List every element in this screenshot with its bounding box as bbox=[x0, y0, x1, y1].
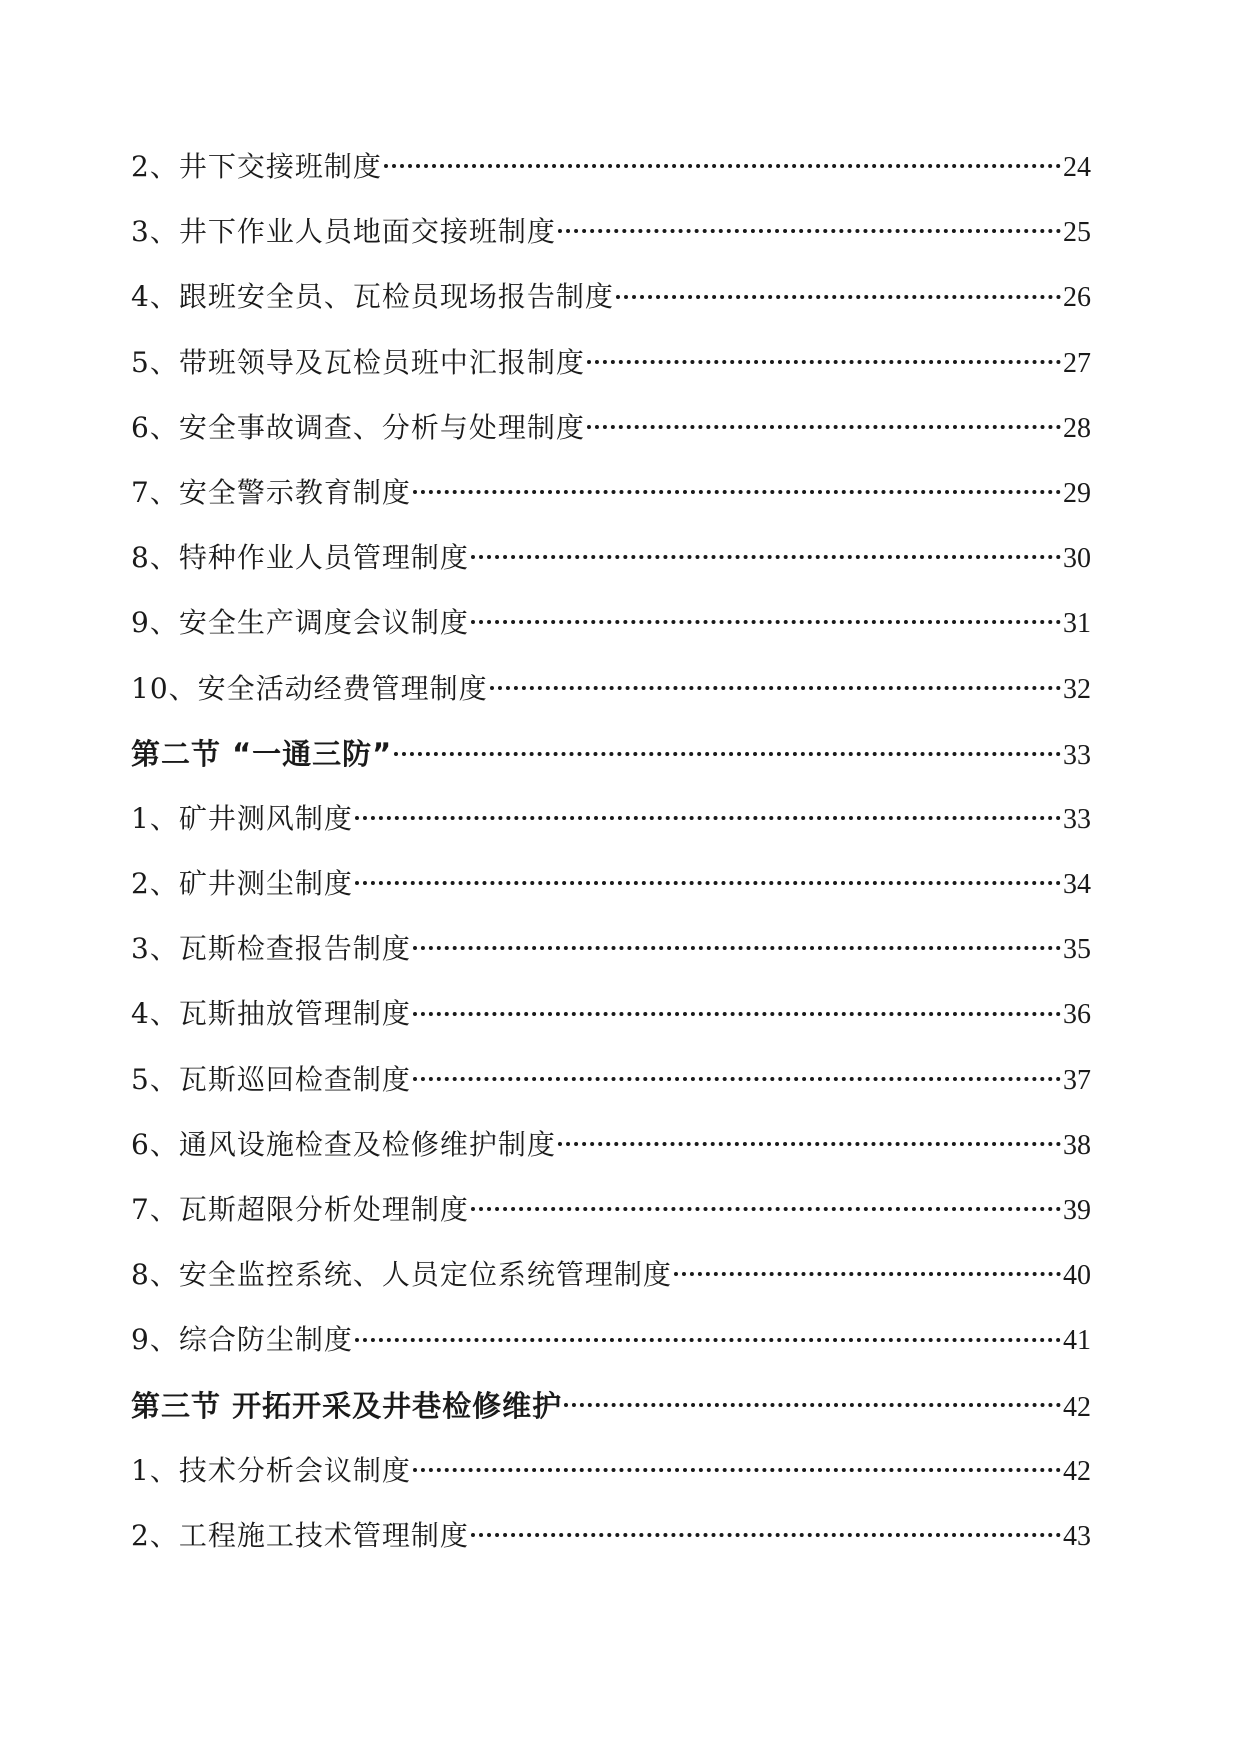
toc-section-heading bbox=[131, 1384, 1091, 1449]
dot-leader bbox=[413, 1061, 1061, 1089]
toc-entry-page: 35 bbox=[1063, 934, 1091, 966]
dot-leader bbox=[355, 1321, 1061, 1349]
dot-leader bbox=[616, 278, 1061, 306]
toc-entry-title: 5、带班领导及瓦检员班中汇报制度 bbox=[131, 345, 585, 379]
toc-entry-page: 37 bbox=[1063, 1064, 1091, 1096]
dot-leader bbox=[471, 1191, 1061, 1219]
toc-entry-title: 3、瓦斯检查报告制度 bbox=[131, 932, 411, 966]
toc-entry bbox=[131, 471, 1091, 536]
toc-entry-title: 2、井下交接班制度 bbox=[131, 150, 382, 183]
toc-entry-page: 29 bbox=[1063, 477, 1091, 509]
toc-entry-title: 8、安全监控系统、人员定位系统管理制度 bbox=[131, 1258, 672, 1292]
dot-leader bbox=[674, 1256, 1061, 1284]
toc-entry-page: 24 bbox=[1063, 152, 1091, 183]
dot-leader bbox=[413, 995, 1061, 1023]
dot-leader bbox=[471, 604, 1061, 632]
toc-entry bbox=[131, 341, 1091, 406]
toc-entry bbox=[131, 210, 1091, 275]
toc-entry-page: 40 bbox=[1063, 1260, 1091, 1292]
toc-entry-page: 31 bbox=[1063, 608, 1091, 640]
toc-entry-title: 7、安全警示教育制度 bbox=[131, 475, 411, 509]
toc-entry-page: 30 bbox=[1063, 543, 1091, 575]
toc-entry-page: 41 bbox=[1063, 1325, 1091, 1357]
toc-entry-page: 33 bbox=[1063, 739, 1091, 771]
toc-section-title: 第二节 “一通三防” bbox=[131, 736, 393, 771]
dot-leader bbox=[384, 148, 1061, 176]
toc-entry-page: 42 bbox=[1063, 1455, 1091, 1487]
toc-entry-page: 38 bbox=[1063, 1129, 1091, 1161]
toc-entry-title: 4、瓦斯抽放管理制度 bbox=[131, 997, 411, 1031]
toc-entry-page: 25 bbox=[1063, 217, 1091, 249]
dot-leader bbox=[355, 865, 1061, 893]
toc-entry bbox=[131, 1318, 1091, 1383]
toc-entry bbox=[131, 1188, 1091, 1253]
toc-entry bbox=[131, 1449, 1091, 1514]
toc-entry-page: 27 bbox=[1063, 347, 1091, 379]
dot-leader bbox=[558, 1126, 1061, 1154]
toc-entry-title: 5、瓦斯巡回检查制度 bbox=[131, 1062, 411, 1096]
toc-entry-title: 2、矿井测尘制度 bbox=[131, 867, 353, 901]
dot-leader bbox=[394, 735, 1061, 764]
dot-leader bbox=[587, 409, 1061, 437]
toc-entry-page: 32 bbox=[1063, 673, 1091, 705]
toc-entry bbox=[131, 1253, 1091, 1318]
toc-entry bbox=[131, 667, 1091, 732]
toc-entry-title: 6、安全事故调查、分析与处理制度 bbox=[131, 410, 585, 444]
toc-entry-title: 2、工程施工技术管理制度 bbox=[131, 1518, 469, 1552]
toc-entry-page: 28 bbox=[1063, 412, 1091, 444]
toc-entry-page: 33 bbox=[1063, 803, 1091, 835]
toc-section-heading bbox=[131, 732, 1091, 797]
toc-entry-title: 7、瓦斯超限分析处理制度 bbox=[131, 1193, 469, 1226]
toc-entry-page: 42 bbox=[1063, 1391, 1091, 1423]
toc-entry bbox=[131, 992, 1091, 1057]
dot-leader bbox=[471, 1517, 1061, 1545]
toc-entry bbox=[131, 536, 1091, 601]
toc-entry bbox=[131, 927, 1091, 992]
toc-entry bbox=[131, 1058, 1091, 1123]
toc-entry-page: 26 bbox=[1063, 282, 1091, 314]
toc-entry bbox=[131, 862, 1091, 927]
toc-entry-title: 8、特种作业人员管理制度 bbox=[131, 541, 469, 575]
dot-leader bbox=[355, 800, 1061, 828]
toc-entry bbox=[131, 145, 1091, 210]
toc-entry-page: 36 bbox=[1063, 999, 1091, 1031]
toc-entry-title: 9、安全生产调度会议制度 bbox=[131, 606, 469, 640]
dot-leader bbox=[564, 1387, 1061, 1416]
dot-leader bbox=[471, 539, 1061, 567]
toc-entry-page: 39 bbox=[1063, 1195, 1091, 1226]
toc-entry-title: 1、技术分析会议制度 bbox=[131, 1453, 411, 1487]
table-of-contents bbox=[131, 145, 1091, 1579]
toc-entry bbox=[131, 797, 1091, 862]
toc-entry-title: 10、安全活动经费管理制度 bbox=[131, 671, 488, 705]
toc-entry-page: 34 bbox=[1063, 869, 1091, 901]
toc-entry bbox=[131, 601, 1091, 666]
toc-section-title: 第三节 开拓开采及井巷检修维护 bbox=[131, 1388, 563, 1423]
toc-entry bbox=[131, 275, 1091, 340]
toc-entry bbox=[131, 406, 1091, 471]
dot-leader bbox=[413, 474, 1061, 502]
dot-leader bbox=[490, 670, 1061, 698]
toc-entry-page: 43 bbox=[1063, 1520, 1091, 1552]
toc-entry-title: 3、井下作业人员地面交接班制度 bbox=[131, 215, 556, 249]
toc-entry-title: 9、综合防尘制度 bbox=[131, 1323, 353, 1357]
dot-leader bbox=[413, 1452, 1061, 1480]
toc-entry bbox=[131, 1123, 1091, 1188]
toc-entry-title: 1、矿井测风制度 bbox=[131, 801, 353, 835]
toc-entry-title: 6、通风设施检查及检修维护制度 bbox=[131, 1127, 556, 1161]
toc-entry-title: 4、跟班安全员、瓦检员现场报告制度 bbox=[131, 280, 614, 314]
dot-leader bbox=[558, 213, 1061, 241]
dot-leader bbox=[413, 930, 1061, 958]
toc-entry bbox=[131, 1514, 1091, 1579]
dot-leader bbox=[587, 344, 1061, 372]
